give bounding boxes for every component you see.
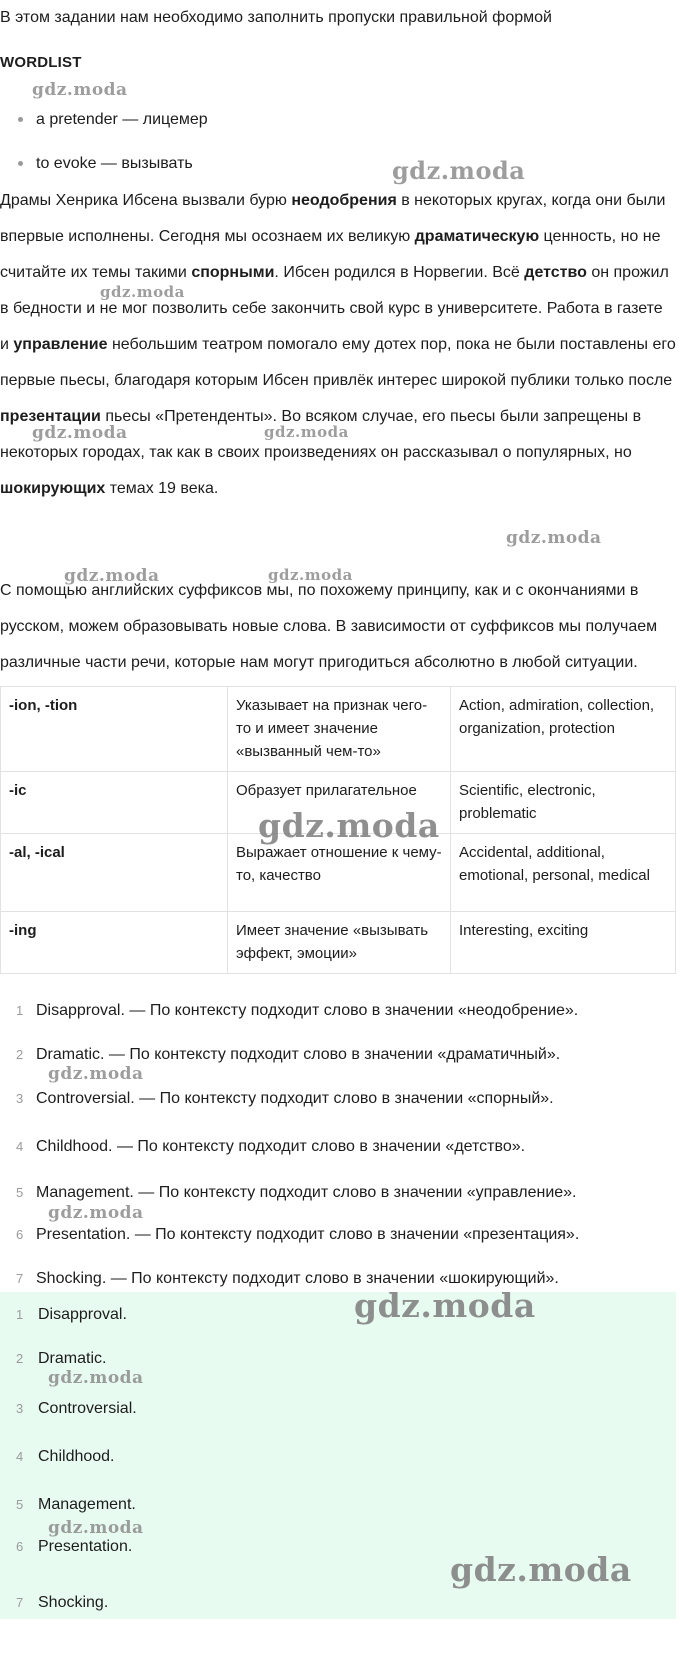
answer-text: Management.: [38, 1496, 136, 1513]
answer-item: [0, 1266, 680, 1292]
watermark: gdz.moda: [258, 806, 440, 845]
wordlist-heading: WORDLIST: [0, 54, 82, 71]
suffix-intro-paragraph: С помощью английских суффиксов мы, по похожему принципу, как и с окончаниями в русском, можем образовывать новые слова. В зависимости от суффиксов мы получаем различные части речи, которые нам могут пригодиться абсолютно в любой ситуации.: [0, 582, 658, 671]
highlighted-word: управление: [13, 336, 108, 353]
answer-number: 1: [16, 1307, 24, 1322]
answer-number: 1: [16, 1003, 24, 1018]
paragraph-text: пьесы «Претенденты». Во всяком случае, его пьесы были запрещены в некоторых городах, так как в своих произведениях он рассказывал о популярных, но: [0, 408, 642, 461]
paragraph-text: в некоторых кругах, когда они были впервые исполнены. Сегодня мы осознаем их великую: [0, 192, 666, 245]
watermark: gdz.moda: [354, 1286, 536, 1325]
examples-cell: Scientific, electronic, problematic: [451, 772, 676, 834]
watermark: gdz.moda: [32, 423, 128, 443]
examples-cell: Interesting, exciting: [451, 912, 676, 974]
answer-number: 2: [16, 1047, 24, 1062]
answer-item: [0, 1590, 680, 1616]
answer-item: [0, 1396, 680, 1422]
paragraph-text: ценность, но не считайте их темы такими: [0, 228, 661, 281]
answer-text: Disapproval.: [38, 1306, 127, 1323]
answer-text: Dramatic.: [38, 1350, 107, 1367]
suffix-cell: -al, -ical: [1, 834, 228, 912]
intro-text: В этом задании нам необходимо заполнить пропуски правильной формой: [0, 9, 552, 26]
suffix-cell: -ing: [1, 912, 228, 974]
suffix-cell: -ic: [1, 772, 228, 834]
answer-text: Presentation.: [38, 1538, 133, 1555]
answer-text: Disapproval. — По контексту подходит слово в значении «неодобрение».: [36, 1002, 579, 1019]
suffix-cell: -ion, -tion: [1, 687, 228, 772]
highlighted-word: презентации: [0, 408, 101, 425]
bullet-icon: [18, 161, 23, 166]
answer-text: Childhood. — По контексту подходит слово в значении «детство».: [36, 1138, 526, 1155]
answer-item: [0, 1492, 680, 1518]
watermark: gdz.moda: [48, 1518, 144, 1538]
watermark: gdz.moda: [264, 423, 349, 441]
wordlist-item-text: to evoke — вызывать: [36, 155, 193, 172]
translation-paragraph: [0, 183, 676, 507]
answer-item: [0, 1086, 680, 1112]
watermark: gdz.moda: [392, 156, 526, 185]
watermark: gdz.moda: [32, 80, 128, 100]
answer-number: 3: [16, 1091, 24, 1106]
watermark: gdz.moda: [100, 283, 185, 301]
paragraph-text: небольшим театром помогало ему дотех пор, пока не были поставлены его первые пьесы, благодаря которым Ибсен привлёк интерес широкой публики только после: [0, 336, 676, 389]
highlighted-word: спорными: [191, 264, 275, 281]
meaning-cell: Указывает на признак чего-то и имеет значение «вызванный чем-то»: [228, 687, 451, 772]
answer-number: 6: [16, 1539, 24, 1554]
answer-text: Shocking. — По контексту подходит слово в значении «шокирующий».: [36, 1270, 559, 1287]
table-row: [1, 687, 676, 772]
watermark: gdz.moda: [64, 566, 160, 586]
answer-text: Dramatic. — По контексту подходит слово в значении «драматичный».: [36, 1046, 561, 1063]
examples-cell: Action, admiration, collection, organization, protection: [451, 687, 676, 772]
table-row: [1, 912, 676, 974]
paragraph-text: темах 19 века.: [105, 480, 219, 497]
watermark: gdz.moda: [48, 1064, 144, 1084]
answer-item: [0, 1302, 680, 1328]
answer-item: [0, 1444, 680, 1470]
answer-number: 7: [16, 1271, 24, 1286]
answer-item: [0, 998, 680, 1024]
watermark: gdz.moda: [450, 1550, 632, 1589]
paragraph-text: . Ибсен родился в Норвегии. Всё: [274, 264, 525, 281]
meaning-cell: Образует прилагательное: [228, 772, 451, 834]
highlighted-word: детство: [524, 264, 587, 281]
watermark: gdz.moda: [506, 528, 602, 548]
answer-item: [0, 1222, 680, 1248]
watermark: gdz.moda: [48, 1368, 144, 1388]
watermark: gdz.moda: [48, 1203, 144, 1223]
meaning-cell: Выражает отношение к чему-то, качество: [228, 834, 451, 912]
answer-number: 4: [16, 1139, 24, 1154]
answer-text: Controversial. — По контексту подходит слово в значении «спорный».: [36, 1090, 554, 1107]
answer-text: Presentation. — По контексту подходит слово в значении «презентация».: [36, 1226, 580, 1243]
answer-item: [0, 1134, 680, 1160]
highlighted-word: драматическую: [414, 228, 540, 245]
answer-text: Management. — По контексту подходит слово в значении «управление».: [36, 1184, 577, 1201]
paragraph-text: он прожил в бедности и не мог позволить себе закончить свой курс в университете. Работа в газете и: [0, 264, 669, 353]
highlighted-word: неодобрения: [291, 192, 397, 209]
answer-text: Childhood.: [38, 1448, 115, 1465]
watermark: gdz.moda: [268, 566, 353, 584]
answer-number: 4: [16, 1449, 24, 1464]
highlighted-word: шокирующих: [0, 480, 106, 497]
bullet-icon: [18, 117, 23, 122]
answer-number: 2: [16, 1351, 24, 1366]
wordlist-item-text: a pretender — лицемер: [36, 111, 208, 128]
meaning-cell: Имеет значение «вызывать эффект, эмоции»: [228, 912, 451, 974]
table-row: [1, 834, 676, 912]
answer-number: 6: [16, 1227, 24, 1242]
answer-number: 5: [16, 1185, 24, 1200]
answer-number: 3: [16, 1401, 24, 1416]
answer-text: Shocking.: [38, 1594, 109, 1611]
examples-cell: Accidental, additional, emotional, personal, medical: [451, 834, 676, 912]
paragraph-text: Драмы Хенрика Ибсена вызвали бурю: [0, 192, 292, 209]
answer-text: Controversial.: [38, 1400, 137, 1417]
answer-number: 5: [16, 1497, 24, 1512]
answer-number: 7: [16, 1595, 24, 1610]
